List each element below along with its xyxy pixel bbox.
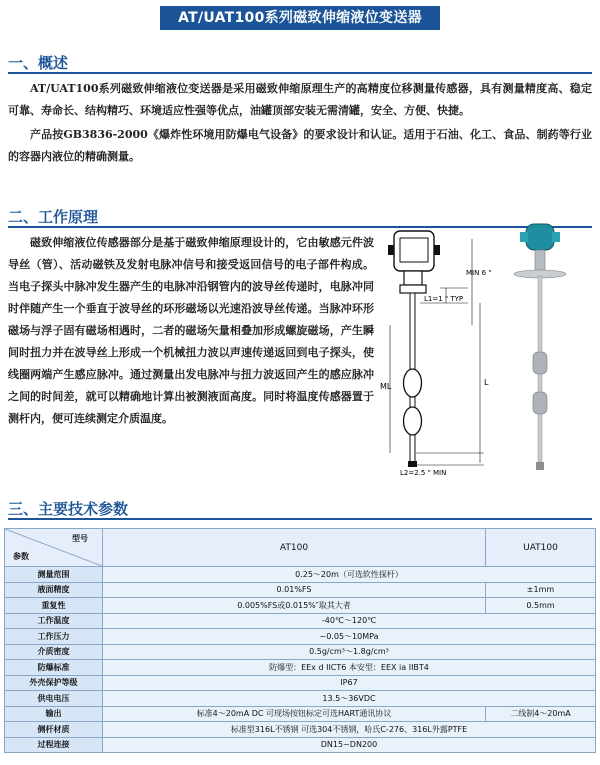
- param-value-at100: -40℃～120℃: [103, 613, 596, 629]
- document-title: AT/UAT100系列磁致伸缩液位变送器: [160, 6, 440, 30]
- table-row: [5, 722, 596, 738]
- param-label: 介质密度: [5, 644, 103, 660]
- table-row: [5, 644, 596, 660]
- param-value-uat100: 0.5mm: [486, 598, 596, 614]
- param-value-at100: 0.01%FS: [103, 582, 486, 598]
- float-2: [533, 392, 547, 414]
- display-window: [400, 238, 428, 262]
- table-row: [5, 675, 596, 691]
- float-1: [533, 352, 547, 374]
- section-heading-specs: 三、主要技术参数: [8, 500, 129, 518]
- table-row: [5, 629, 596, 645]
- product-photo: [512, 218, 568, 488]
- overview-paragraph-1: AT/UAT100系列磁致伸缩液位变送器是采用磁致伸缩原理生产的高精度位移测量传感器，具有测量精度高、稳定可靠、寿命长、结构精巧、环境适应性强等优点，油罐顶部安装无需清罐，安全、方便、快捷。: [8, 82, 592, 117]
- rod-end-cap: [408, 461, 417, 467]
- head-housing: [526, 224, 554, 250]
- param-value-at100: 0.25～20m（可选软性探杆）: [103, 567, 596, 583]
- param-value-at100: IP67: [103, 675, 596, 691]
- param-label: 外壳保护等级: [5, 675, 103, 691]
- rod-tip: [536, 462, 544, 470]
- param-value-at100: DN15~DN200: [103, 737, 596, 753]
- param-value-at100: 标准型316L不锈钢 可选304不锈钢，哈氏C-276、316L外露PTFE: [103, 722, 596, 738]
- table-row: [5, 706, 596, 722]
- param-value-uat100: 二线制4～20mA: [486, 706, 596, 722]
- param-value-at100: 0.5g/cm³～1.8g/cm³: [103, 644, 596, 660]
- min-dimension-label: MIN 6 ": [466, 269, 492, 277]
- column-header-at100: AT100: [103, 529, 486, 567]
- param-label: 工作压力: [5, 629, 103, 645]
- cable-gland-left: [388, 245, 394, 255]
- corner-param-label: 参数: [13, 552, 29, 561]
- param-label: 侧杆材质: [5, 722, 103, 738]
- param-label: 重复性: [5, 598, 103, 614]
- mount-nut: [400, 285, 426, 293]
- float-upper: [404, 369, 422, 397]
- l2-dimension-label: L2=2.5 " MIN: [400, 469, 447, 477]
- table-row: [5, 660, 596, 676]
- param-label: 过程连接: [5, 737, 103, 753]
- param-value-at100: 0.005%FS或0.015%″取其大者: [103, 598, 486, 614]
- section-heading-overview: 一、概述: [8, 54, 69, 72]
- table-row: [5, 613, 596, 629]
- section-heading-principle: 二、工作原理: [8, 208, 99, 226]
- ml-dimension-label: ML: [380, 382, 392, 391]
- table-corner-cell: [5, 529, 103, 567]
- param-label: 防爆标准: [5, 660, 103, 676]
- overview-paragraph-2: 产品按GB3836-2000《爆炸性环境用防爆电气设备》的要求设计和认证。适用于石油、化工、食品、制药等行业的容器内液位的精确测量。: [8, 128, 592, 163]
- table-row: [5, 737, 596, 753]
- spec-table: [4, 528, 596, 753]
- corner-model-label: 型号: [72, 534, 88, 543]
- table-row: [5, 582, 596, 598]
- column-header-uat100: UAT100: [486, 529, 596, 567]
- param-label: 供电电压: [5, 691, 103, 707]
- section-divider: [8, 72, 592, 74]
- param-label: 测量范围: [5, 567, 103, 583]
- principle-paragraph: 磁致伸缩液位传感器部分是基于磁致伸缩原理设计的，它由敏感元件波导丝（管）、活动磁铁及发射电脉冲信号和接受返回信号的电子部件构成。当电子探头中脉冲发生器产生的电脉冲沿钢管内的波导丝传递时，电脉冲同时伴随产生一个垂直于波导丝的环形磁场以光速沿波导丝传递。当脉冲环形磁场与浮子固有磁场相遇时，二者的磁场矢量相叠加形成螺旋磁场，产生瞬间时扭力并在波导丝上形成一个机械扭力波以声速传递返回到电子探头，使线圈两端产生感应脉冲。通过测量出发电脉冲与扭力波返回产生的感应脉冲之间的时间差，就可以精确地计算出被测液面高度。同时将温度传感器置于测杆内，便可连续测定介质温度。: [8, 236, 374, 425]
- neck-fitting: [404, 271, 422, 285]
- housing-side-left: [520, 232, 528, 242]
- table-row: [5, 598, 596, 614]
- neck: [535, 250, 545, 270]
- table-row: [5, 691, 596, 707]
- param-value-at100: ~0.05～10MPa: [103, 629, 596, 645]
- table-row: [5, 567, 596, 583]
- housing-side-right: [552, 232, 560, 242]
- float-lower: [404, 407, 422, 435]
- l-dimension-label: L: [484, 378, 489, 387]
- l1-dimension-label: L1=1 " TYP: [424, 295, 464, 303]
- param-label: 输出: [5, 706, 103, 722]
- section-divider: [8, 518, 592, 520]
- table-header-row: [5, 529, 596, 567]
- param-value-at100: 防爆型：EEx d IICT6 本安型：EEX ia IIBT4: [103, 660, 596, 676]
- dimension-diagram: [380, 225, 508, 477]
- param-label: 工作温度: [5, 613, 103, 629]
- param-value-at100: 标准4～20mA DC 可现场按钮标定可选HART通讯协议: [103, 706, 486, 722]
- cable-gland-right: [434, 245, 440, 255]
- param-label: 液面精度: [5, 582, 103, 598]
- param-value-at100: 13.5～36VDC: [103, 691, 596, 707]
- param-value-uat100: ±1mm: [486, 582, 596, 598]
